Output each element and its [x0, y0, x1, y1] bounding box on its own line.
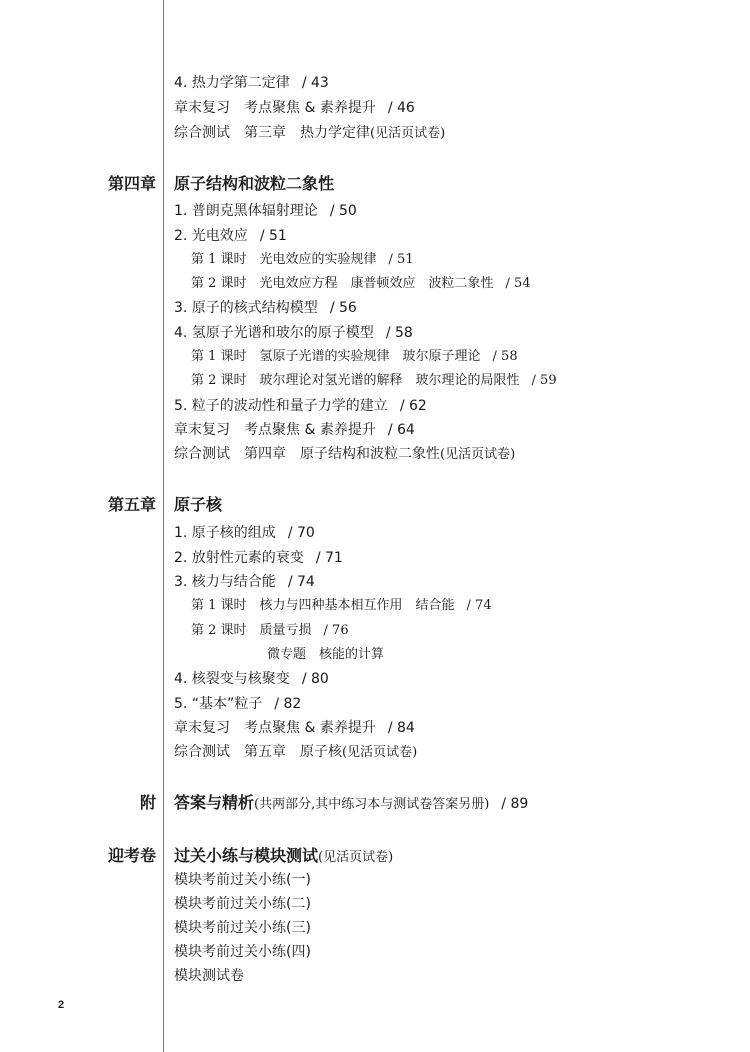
toc-entry[interactable]: 章末复习 考点聚焦 & 素养提升 / 64	[174, 422, 415, 438]
toc-entry[interactable]: 5. “基本”粒子 / 82	[174, 696, 302, 712]
toc-entry-thermo-2nd-law[interactable]: 4. 热力学第二定律 / 43	[174, 75, 329, 91]
toc-subentry[interactable]: 第 1 课时 氢原子光谱的实验规律 玻尔原子理论 / 58	[191, 349, 518, 364]
toc-entry[interactable]: 4. 氢原子光谱和玻尔的原子模型 / 58	[174, 325, 413, 341]
toc-entry[interactable]: 2. 光电效应 / 51	[174, 228, 287, 244]
toc-entry[interactable]: 模块测试卷	[174, 968, 244, 984]
toc-entry-ch3-review[interactable]: 章末复习 考点聚焦 & 素养提升 / 46	[174, 100, 415, 116]
chapter-4-label: 第四章	[107, 174, 156, 193]
toc-entry[interactable]: 模块考前过关小练(一)	[174, 872, 311, 888]
toc-entry[interactable]: 3. 核力与结合能 / 74	[174, 574, 315, 590]
toc-entry[interactable]: 模块考前过关小练(三)	[174, 920, 311, 936]
toc-entry[interactable]: 1. 原子核的组成 / 70	[174, 525, 315, 541]
toc-entry[interactable]: 1. 普朗克黑体辐射理论 / 50	[174, 203, 357, 219]
toc-entry[interactable]: 模块考前过关小练(四)	[174, 944, 311, 960]
toc-entry[interactable]: 3. 原子的核式结构模型 / 56	[174, 300, 357, 316]
toc-entry[interactable]: 综合测试 第四章 原子结构和波粒二象性(见活页试卷)	[174, 446, 516, 462]
toc-subentry[interactable]: 第 1 课时 光电效应的实验规律 / 51	[191, 252, 414, 267]
toc-entry[interactable]: 4. 核裂变与核聚变 / 80	[174, 671, 329, 687]
chapter-4-title[interactable]: 原子结构和波粒二象性	[174, 174, 335, 193]
page-number: 2	[58, 999, 65, 1011]
toc-entry[interactable]: 2. 放射性元素的衰变 / 71	[174, 550, 343, 566]
margin-rule	[163, 0, 164, 1052]
final-section-title[interactable]: 过关小练与模块测试(见活页试卷)	[174, 846, 394, 865]
toc-entry[interactable]: 综合测试 第五章 原子核(见活页试卷)	[174, 744, 418, 760]
toc-entry[interactable]: 5. 粒子的波动性和量子力学的建立 / 62	[174, 398, 427, 414]
toc-micro-topic[interactable]: 微专题 核能的计算	[267, 647, 385, 662]
toc-subentry[interactable]: 第 1 课时 核力与四种基本相互作用 结合能 / 74	[191, 598, 492, 613]
toc-subentry[interactable]: 第 2 课时 玻尔理论对氢光谱的解释 玻尔理论的局限性 / 59	[191, 373, 557, 388]
appendix-title[interactable]: 答案与精析(共两部分,其中练习本与测试卷答案另册) / 89	[174, 793, 529, 812]
final-section-label: 迎考卷	[107, 846, 156, 865]
appendix-label: 附	[139, 793, 156, 812]
toc-subentry[interactable]: 第 2 课时 光电效应方程 康普顿效应 波粒二象性 / 54	[191, 276, 531, 291]
toc-entry[interactable]: 章末复习 考点聚焦 & 素养提升 / 84	[174, 720, 415, 736]
toc-entry-ch3-test[interactable]: 综合测试 第三章 热力学定律(见活页试卷)	[174, 125, 446, 141]
toc-subentry[interactable]: 第 2 课时 质量亏损 / 76	[191, 623, 349, 638]
chapter-5-title[interactable]: 原子核	[174, 495, 223, 514]
chapter-5-label: 第五章	[107, 495, 156, 514]
toc-entry[interactable]: 模块考前过关小练(二)	[174, 896, 311, 912]
